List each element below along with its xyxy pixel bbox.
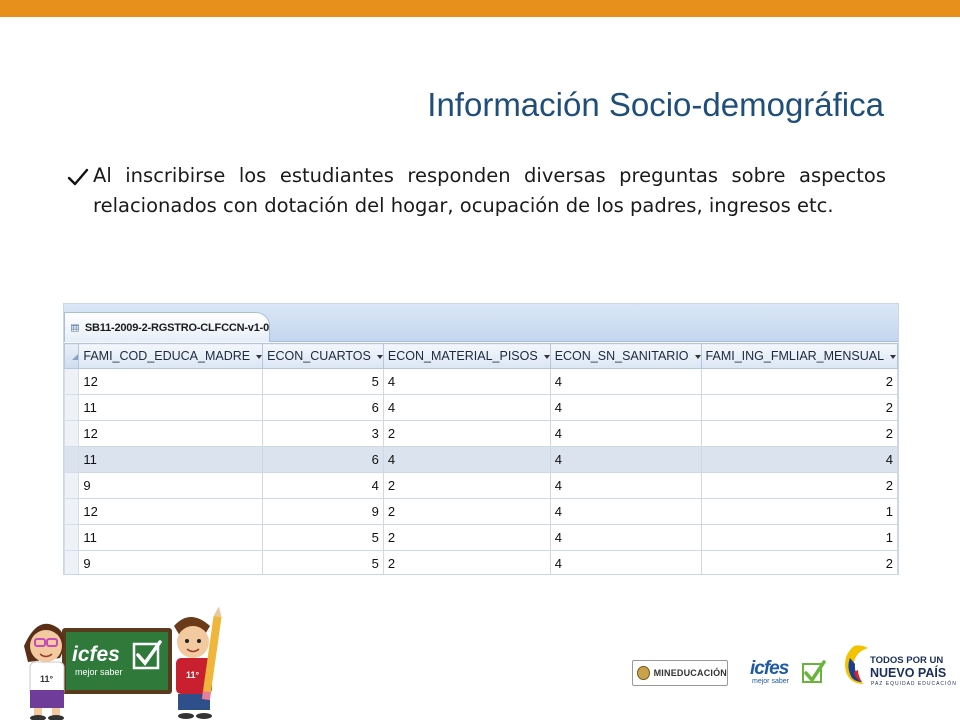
table-cell[interactable]: 11 <box>79 447 263 473</box>
svg-text:11°: 11° <box>40 674 54 684</box>
dropdown-arrow-icon[interactable] <box>377 355 383 359</box>
mineducacion-logo: MINEDUCACIÓN <box>632 660 728 686</box>
tab-strip <box>64 304 899 342</box>
table-row[interactable] <box>65 369 898 395</box>
table-cell[interactable]: 4 <box>550 421 701 447</box>
table-row[interactable] <box>65 499 898 525</box>
row-selector[interactable] <box>65 369 79 395</box>
column-header[interactable]: ECON_MATERIAL_PISOS <box>383 344 550 369</box>
icfes-check-icon <box>802 660 826 684</box>
table-cell[interactable]: 9 <box>79 473 263 499</box>
table-cell[interactable]: 4 <box>263 473 384 499</box>
table-cell[interactable]: 4 <box>383 447 550 473</box>
table-cell[interactable]: 2 <box>383 499 550 525</box>
table-cell[interactable]: 11 <box>79 395 263 421</box>
table-cell[interactable]: 4 <box>550 525 701 551</box>
dropdown-arrow-icon[interactable] <box>544 355 550 359</box>
table-cell[interactable]: 2 <box>383 421 550 447</box>
table-cell[interactable]: 2 <box>701 369 897 395</box>
table-cell[interactable]: 12 <box>79 499 263 525</box>
icfes-logo: icfes mejor saber <box>748 656 828 690</box>
table-cell[interactable]: 5 <box>263 525 384 551</box>
row-selector[interactable] <box>65 525 79 551</box>
row-selector[interactable] <box>65 473 79 499</box>
table-cell[interactable]: 2 <box>701 551 897 576</box>
select-all-corner[interactable] <box>65 344 79 369</box>
svg-text:mejor saber: mejor saber <box>75 667 123 677</box>
dropdown-arrow-icon[interactable] <box>695 355 701 359</box>
table-cell[interactable]: 4 <box>550 369 701 395</box>
coat-of-arms-icon <box>637 666 650 680</box>
table-cell[interactable]: 2 <box>701 395 897 421</box>
table-cell[interactable]: 3 <box>263 421 384 447</box>
table-row[interactable] <box>65 525 898 551</box>
table-cell[interactable]: 11 <box>79 525 263 551</box>
dropdown-arrow-icon[interactable] <box>256 355 262 359</box>
table-cell[interactable]: 12 <box>79 421 263 447</box>
table-cell[interactable]: 2 <box>701 473 897 499</box>
datasheet-grid <box>64 343 898 575</box>
table-cell[interactable]: 2 <box>701 421 897 447</box>
gobierno-mark-icon <box>840 642 870 686</box>
column-header[interactable]: FAMI_COD_EDUCA_MADRE <box>79 344 263 369</box>
table-row[interactable] <box>65 395 898 421</box>
access-datasheet <box>63 303 899 575</box>
table-cell[interactable]: 2 <box>383 551 550 576</box>
table-cell[interactable]: 1 <box>701 525 897 551</box>
table-cell[interactable]: 12 <box>79 369 263 395</box>
table-cell[interactable]: 9 <box>263 499 384 525</box>
table-cell[interactable]: 9 <box>79 551 263 576</box>
kids-mascot-illustration <box>18 606 224 720</box>
slide-title: Información Socio-demográfica <box>427 86 884 123</box>
table-icon <box>71 321 79 335</box>
table-row[interactable] <box>65 473 898 499</box>
todos-por-un-nuevo-pais-logo: TODOS POR UN NUEVO PAÍS PAZ EQUIDAD EDUCACIÓN <box>840 640 948 690</box>
table-cell[interactable]: 4 <box>550 551 701 576</box>
dropdown-arrow-icon[interactable] <box>890 355 896 359</box>
row-selector[interactable] <box>65 421 79 447</box>
table-cell[interactable]: 4 <box>550 395 701 421</box>
row-selector[interactable] <box>65 499 79 525</box>
row-selector[interactable] <box>65 551 79 576</box>
top-accent-bar <box>0 0 960 17</box>
row-selector[interactable] <box>65 395 79 421</box>
column-header[interactable]: FAMI_ING_FMLIAR_MENSUAL <box>701 344 897 369</box>
table-cell[interactable]: 4 <box>550 473 701 499</box>
svg-text:11°: 11° <box>186 670 200 680</box>
table-cell[interactable]: 6 <box>263 395 384 421</box>
table-cell[interactable]: 4 <box>550 447 701 473</box>
table-cell[interactable]: 2 <box>383 473 550 499</box>
header-row <box>65 344 898 369</box>
table-cell[interactable]: 5 <box>263 369 384 395</box>
table-cell[interactable]: 4 <box>701 447 897 473</box>
bullet-item <box>67 161 886 221</box>
checkmark-icon <box>67 167 89 187</box>
table-tab-label: SB11-2009-2-RGSTRO-CLFCCN-v1-0 <box>84 321 269 334</box>
table-cell[interactable]: 4 <box>383 395 550 421</box>
table-cell[interactable]: 6 <box>263 447 384 473</box>
table-cell[interactable]: 4 <box>550 499 701 525</box>
table-row[interactable] <box>65 421 898 447</box>
table-cell[interactable]: 5 <box>263 551 384 576</box>
column-header[interactable]: ECON_SN_SANITARIO <box>550 344 701 369</box>
row-selector[interactable] <box>65 447 79 473</box>
column-header[interactable]: ECON_CUARTOS <box>263 344 384 369</box>
table-row[interactable] <box>65 551 898 576</box>
table-cell[interactable]: 2 <box>383 525 550 551</box>
table-cell[interactable]: 4 <box>383 369 550 395</box>
table-cell[interactable]: 1 <box>701 499 897 525</box>
svg-text:icfes: icfes <box>72 643 120 666</box>
bullet-text: Al inscribirse los estudiantes responden diversas preguntas sobre aspectos relacionados con dotación del hogar, ocupación de los padres, ingresos etc. <box>93 164 886 217</box>
table-tab[interactable] <box>64 312 270 342</box>
table-row[interactable] <box>65 447 898 473</box>
